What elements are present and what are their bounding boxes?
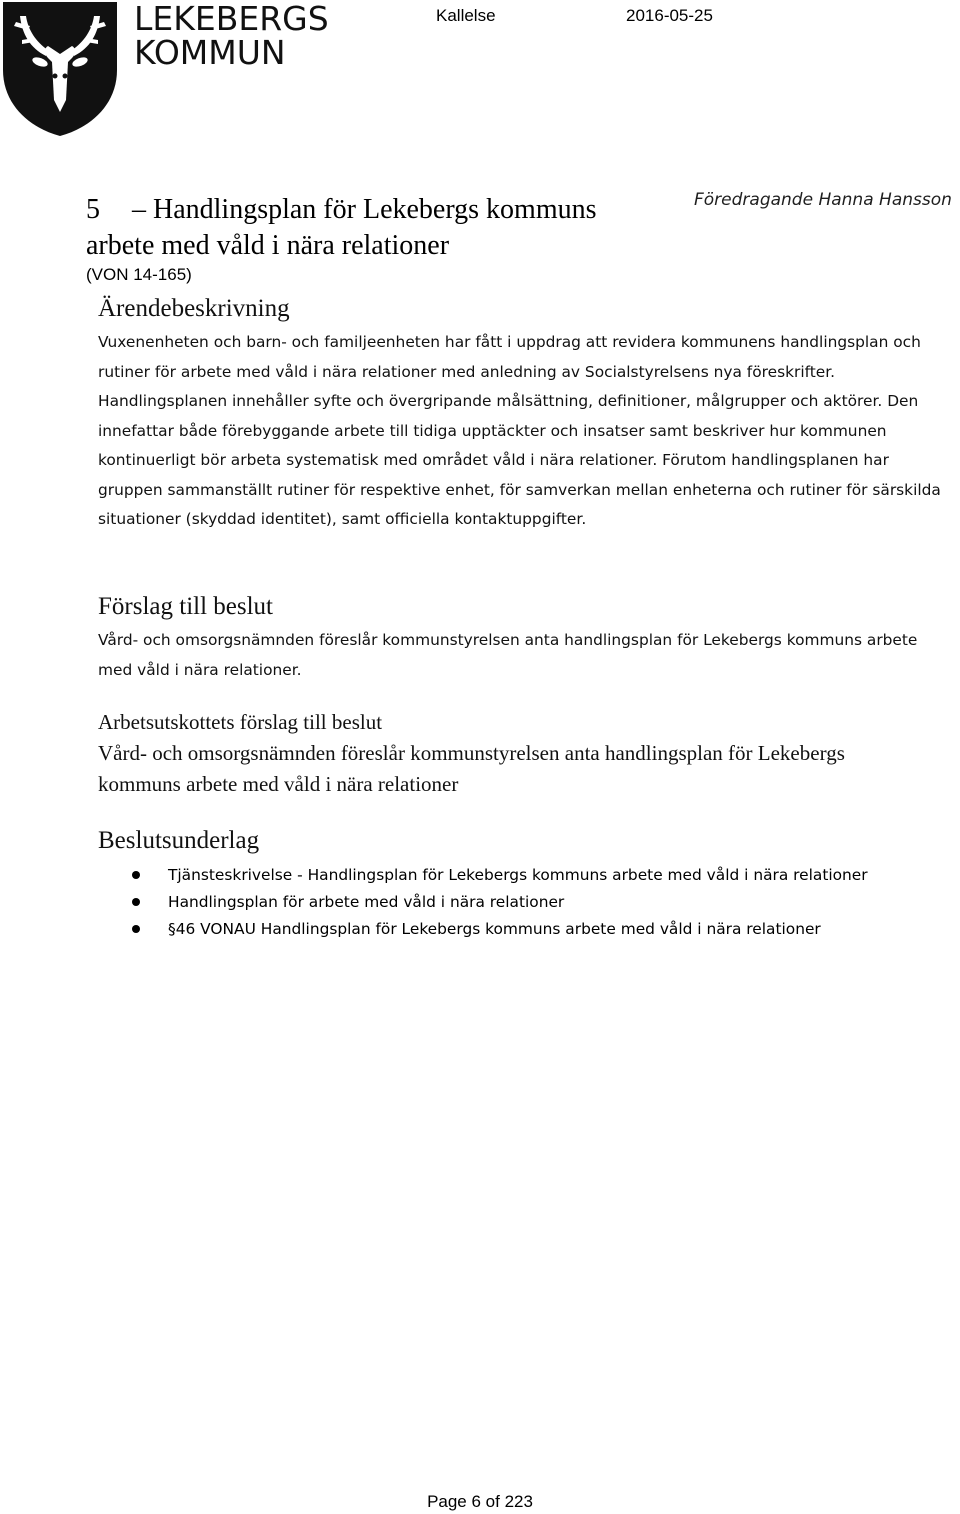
committee-text: Vård- och omsorgsnämnden föreslår kommunstyrelsen anta handlingsplan för Lekebergs kommuns arbete med våld i nära relationer: [98, 741, 845, 796]
case-reference: (VON 14-165): [86, 265, 192, 284]
page-number: Page 6 of 223: [427, 1492, 533, 1511]
title-line-1: Handlingsplan för Lekebergs kommuns: [153, 194, 597, 225]
list-item: Handlingsplan för arbete med våld i nära relationer: [130, 889, 950, 916]
presenter: Föredragande Hanna Hansson: [694, 190, 952, 210]
document-type: Kallelse: [436, 6, 496, 25]
basis-heading: Beslutsunderlag: [98, 827, 260, 854]
description-heading: Ärendebeskrivning: [98, 295, 290, 322]
proposal-heading: Förslag till beslut: [98, 593, 273, 620]
logo-line-2: KOMMUN: [134, 33, 286, 72]
committee-heading: Arbetsutskottets förslag till beslut: [98, 710, 383, 734]
list-item: §46 VONAU Handlingsplan för Lekebergs kommuns arbete med våld i nära relationer: [130, 916, 950, 943]
basis-list: [130, 862, 950, 943]
title-dash: –: [132, 194, 153, 225]
description-text: Vuxenenheten och barn- och familjeenheten har fått i uppdrag att revidera kommunens handlingsplan och rutiner för arbete med våld i nära relationer med anledning av Socialstyrelsens nya föreskrifter. Handlingsplanen innehåller syfte och övergripande målsättning, definitioner, målgrupper och aktörer. Den innefattar både förebyggande arbete till tidiga upptäckter och insatser samt beskriver hur kommunen kontinuerligt bör arbeta systematisk med området våld i nära relationer. Förutom handlingsplanen har gruppen sammanställt rutiner för respektive enhet, för samverkan mellan enheterna och rutiner för särskilda situationer (skyddad identitet), samt officiella kontaktuppgifter.: [98, 333, 941, 528]
municipality-name-logo: [134, 2, 329, 70]
municipality-logo-icon: [0, 0, 120, 138]
list-item: Tjänsteskrivelse - Handlingsplan för Lekebergs kommuns arbete med våld i nära relationer: [130, 862, 950, 889]
title-line-2: arbete med våld i nära relationer: [86, 230, 450, 261]
agenda-item-title: [86, 192, 686, 264]
document-date: 2016-05-25: [626, 6, 713, 25]
agenda-item-number: 5: [86, 194, 100, 225]
proposal-text: Vård- och omsorgsnämnden föreslår kommunstyrelsen anta handlingsplan för Lekebergs kommuns arbete med våld i nära relationer.: [98, 631, 918, 679]
logo-line-1: LEKEBERGS: [134, 0, 329, 38]
